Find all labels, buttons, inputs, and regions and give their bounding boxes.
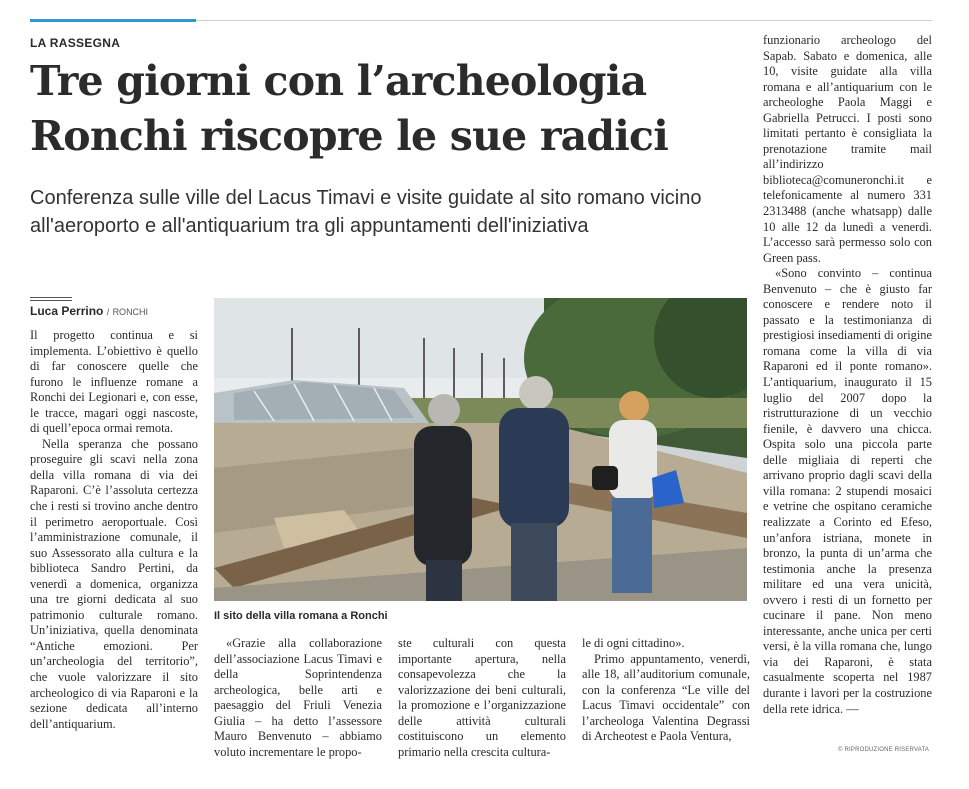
subheadline: Conferenza sulle ville del Lacus Timavi e visite guidate al sito romano vicino all'aeroporto e all'antiquarium tra gli appuntamenti dell'iniziativa: [30, 187, 702, 237]
article-column-4: [582, 636, 750, 745]
byline-author: Luca Perrino: [30, 304, 104, 318]
paragraph: Nella speranza che possano proseguire gli scavi nella zona della villa romana di via dei Raparoni. C’è l’assoluta certezza che i resti si trovino anche dentro il perimetro aeroportuale. Così l’amministrazione comunale, il suo Assessorato alla cultura e la biblioteca Sandro Pertini, da venerdì a domenica, organizza una tre giorni dedicata al suo patrimonio culturale romano. Un’iniziativa, quella denominata “Antiche emozioni. Per un’archeologia del territorio”, che vuole valorizzare il sito archeologico di via Raparoni e la sezione dedicata all’interno dell’antiquarium.: [30, 436, 198, 731]
article-column-5: [763, 33, 932, 717]
headline-line-1: Tre giorni con l’archeologia: [30, 57, 647, 105]
byline-separator: /: [106, 307, 110, 317]
photo-caption: Il sito della villa romana a Ronchi: [214, 610, 388, 622]
headline-line-2: Ronchi riscopre le sue radici: [30, 112, 668, 160]
paragraph: Primo appuntamento, venerdì, alle 18, all’auditorium comunale, con la conferenza “Le ville del Lacus Timavi occidentale” con l’archeologa Valentina Degrassi di Archeotest e Paola Ventura,: [582, 651, 750, 744]
paragraph: ste culturali con questa importante apertura, nella consapevolezza che la valorizzazione dei beni culturali, la promozione e l’organizzazione delle attività culturali costituiscono un elemento primario nella crescita cultura-: [398, 636, 566, 759]
paragraph: «Sono convinto – continua Benvenuto – che è giusto far conoscere e rendere noto il passato e la testimonianza di prestigiosi insediamenti di origine romana come la villa di via Raparoni ed il ponte romano». L’antiquarium, inaugurato il 15 luglio del 2007 dopo la ristrutturazione di un vecchio fienile, è davvero una chicca. Ospita solo una piccola parte delle migliaia di reperti che arrivano proprio dagli scavi della villa romana: 2 stupendi mosaici e vetrine che ospitano ceramiche realizzate a Corinto ed Efeso, un’anfora istriana, monete in bronzo, la punta di un’arma che testimonia anche la presenza militare ed una vera unicità, ovvero i resti di un fornetto per cucinare il pane. Non meno interessante, anche unica per certi versi, è la villa romana che, lungo via dei Raparoni, è stata casualmente scoperta nel 1987 durante i lavori per la costruzione della rete idrica. —: [763, 266, 932, 716]
copyright-notice: © RIPRODUZIONE RISERVATA: [838, 747, 930, 753]
section-accent-bar: [30, 19, 196, 22]
article-column-2: [214, 636, 382, 760]
section-label: LA RASSEGNA: [30, 36, 121, 50]
byline-rule: [30, 297, 72, 298]
paragraph: Il progetto continua e si implementa. L’obiettivo è quello di far conoscere quelle che furono le influenze romane a Ronchi dei Legionari e, con esse, le tracce, magari oggi nascoste, di quell’epoca ormai remota.: [30, 328, 198, 436]
article-photo: [214, 298, 747, 601]
article-column-3: [398, 636, 566, 760]
byline: [30, 304, 148, 318]
byline-rule: [30, 300, 72, 301]
paragraph: funzionario archeologo del Sapab. Sabato e domenica, alle 10, visite guidate alla villa romana e all’antiquarium con le archeologhe Paola Maggi e Gabriella Petrucci. I posti sono limitati pertanto è consigliata la prenotazione tramite mail all’indirizzo biblioteca@comuneronchi.it e telefonicamente al numero 331 2313488 (anche whatsapp) dalle 10 alle 12 da lunedì a venerdì. L’accesso sarà permesso solo con Green pass.: [763, 33, 932, 265]
paragraph: «Grazie alla collaborazione dell’associazione Lacus Timavi e della Soprintendenza archeologica, belle arti e paesaggio del Friuli Venezia Giulia – ha detto l’assessore Mauro Benvenuto – abbiamo voluto incrementare le propo-: [214, 636, 382, 759]
article-column-1: [30, 328, 198, 732]
headline: [30, 54, 750, 164]
photo-illustration: [214, 298, 747, 601]
paragraph: le di ogni cittadino».: [582, 636, 685, 650]
byline-location: RONCHI: [112, 307, 149, 317]
